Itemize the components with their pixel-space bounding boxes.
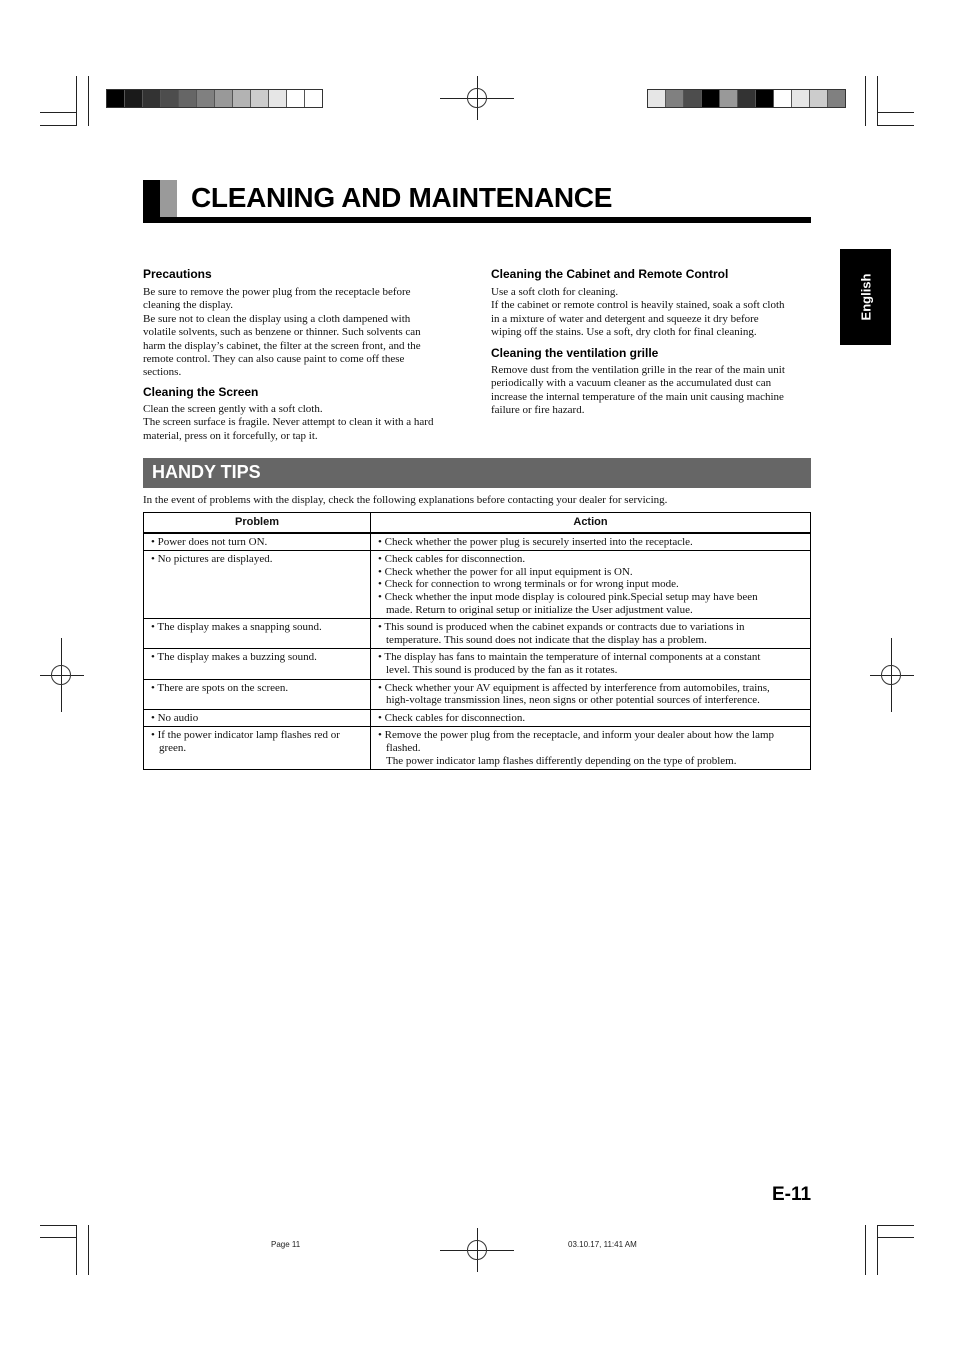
color-swatch (774, 90, 792, 107)
color-swatch (197, 90, 215, 107)
page-title: CLEANING AND MAINTENANCE (191, 182, 613, 213)
color-swatch (107, 90, 125, 107)
language-tab-label: English (858, 273, 873, 321)
color-swatch (143, 90, 161, 107)
action-cell (371, 649, 811, 679)
color-swatch (251, 90, 269, 107)
text-line: sections. (143, 366, 182, 379)
troubleshooting-table (143, 512, 811, 770)
action-text: • Check whether your AV equipment is affected by interference from automobiles, trains, (378, 681, 770, 694)
cleaning-screen-text (143, 403, 473, 443)
text-line: increase the internal temperature of the main unit causing machine (491, 390, 784, 403)
color-swatch (828, 90, 845, 107)
action-text-continued: high-voltage transmission lines, neon signs or other potential sources of interference. (386, 694, 760, 707)
language-tab (840, 249, 891, 345)
color-swatch (305, 90, 322, 107)
problem-cell (144, 551, 371, 619)
action-text: • This sound is produced when the cabinet expands or contracts due to variations in (378, 621, 745, 634)
text-line: cleaning the display. (143, 299, 234, 312)
action-text: • Check cables for disconnection. (378, 711, 526, 724)
problem-text: • Power does not turn ON. (151, 535, 268, 548)
table-row (144, 709, 811, 727)
table-row (144, 533, 811, 551)
text-line: periodically with a vacuum cleaner as the accumulated dust can (491, 377, 772, 390)
text-line: Remove dust from the ventilation grille in the rear of the main unit (491, 364, 785, 376)
color-swatch (269, 90, 287, 107)
problem-text: • The display makes a buzzing sound. (151, 651, 317, 664)
color-bar-left (106, 89, 323, 108)
color-swatch (738, 90, 756, 107)
color-swatch (702, 90, 720, 107)
text-line: wiping off the stains. Use a soft, dry cloth for final cleaning. (491, 326, 757, 339)
title-accent-light (160, 180, 177, 218)
problem-cell (144, 619, 371, 649)
page-number: E-11 (772, 1184, 812, 1205)
table-header-row (144, 513, 811, 533)
problem-text: • If the power indicator lamp flashes red or (151, 729, 340, 742)
color-swatch (287, 90, 305, 107)
problem-cell (144, 709, 371, 727)
precautions-text (143, 286, 473, 380)
action-text-continued: flashed. (386, 741, 421, 754)
color-swatch (125, 90, 143, 107)
color-swatch (666, 90, 684, 107)
color-swatch (810, 90, 828, 107)
color-swatch (756, 90, 774, 107)
action-text: • The display has fans to maintain the temperature of internal components at a constant (378, 651, 761, 664)
page-title-bar (143, 180, 811, 224)
text-line: in a mixture of water and detergent and squeeze it dry before (491, 312, 759, 325)
cleaning-grille-text (491, 364, 821, 418)
text-line: remote control. They can also cause paint to come off these (143, 353, 405, 366)
problem-cell (144, 679, 371, 709)
text-line: Clean the screen gently with a soft cloth. (143, 403, 323, 415)
handy-tips-intro: In the event of problems with the display, check the following explanations before contacting your dealer for servicing. (143, 494, 668, 506)
table-row (144, 619, 811, 649)
color-swatch (684, 90, 702, 107)
color-swatch (720, 90, 738, 107)
color-swatch (233, 90, 251, 107)
cleaning-screen-heading: Cleaning the Screen (143, 385, 259, 399)
table-row (144, 551, 811, 619)
handy-tips-bar (143, 458, 811, 488)
action-text: • Check for connection to wrong terminals or for wrong input mode. (378, 578, 679, 591)
action-text-continued: level. This sound is produced by the fan as it rotates. (386, 663, 618, 676)
column-header-action: Action (371, 513, 811, 533)
action-cell (371, 533, 811, 551)
action-text: • Check whether the power plug is securely inserted into the receptacle. (378, 535, 693, 548)
action-cell (371, 679, 811, 709)
cleaning-grille-heading: Cleaning the ventilation grille (491, 346, 659, 360)
color-swatch (161, 90, 179, 107)
text-line: Use a soft cloth for cleaning. (491, 286, 619, 298)
cleaning-cabinet-heading: Cleaning the Cabinet and Remote Control (491, 267, 729, 281)
action-text: • Check whether the power for all input equipment is ON. (378, 565, 633, 578)
problem-cell (144, 649, 371, 679)
problem-cell (144, 727, 371, 770)
action-cell (371, 551, 811, 619)
handy-tips-heading: HANDY TIPS (152, 462, 261, 482)
problem-text: • No pictures are displayed. (151, 553, 273, 566)
color-swatch (179, 90, 197, 107)
problem-text: • The display makes a snapping sound. (151, 621, 322, 634)
precautions-heading: Precautions (143, 267, 212, 281)
title-accent-dark (143, 180, 160, 218)
text-line: If the cabinet or remote control is heavily stained, soak a soft cloth (491, 299, 785, 312)
table-row (144, 649, 811, 679)
text-line: The screen surface is fragile. Never attempt to clean it with a hard (143, 416, 434, 429)
text-line: harm the display’s cabinet, the filter at the screen front, and the (143, 339, 421, 352)
action-cell (371, 727, 811, 770)
text-line: failure or fire hazard. (491, 404, 585, 417)
text-line: material, press on it forcefully, or tap it. (143, 429, 318, 442)
color-bar-right (647, 89, 846, 108)
problem-text: green. (159, 741, 187, 754)
footer-timestamp: 03.10.17, 11:41 AM (568, 1240, 637, 1249)
table-row (144, 679, 811, 709)
text-line: Be sure to remove the power plug from the receptacle before (143, 286, 411, 298)
action-cell (371, 619, 811, 649)
action-text-continued: made. Return to original setup or initialize the User adjustment value. (386, 603, 693, 616)
color-swatch (792, 90, 810, 107)
action-text: • Check whether the input mode display is coloured pink.Special setup may have been (378, 590, 758, 603)
column-header-problem: Problem (144, 513, 371, 533)
footer-page-label: Page 11 (271, 1240, 301, 1249)
title-rule (143, 217, 811, 223)
color-swatch (215, 90, 233, 107)
color-swatch (648, 90, 666, 107)
problem-cell (144, 533, 371, 551)
action-text-continued: temperature. This sound does not indicate that the display has a problem. (386, 633, 707, 646)
cleaning-cabinet-text (491, 286, 821, 340)
text-line: Be sure not to clean the display using a cloth dampened with (143, 312, 411, 325)
action-text-continued: The power indicator lamp flashes differently depending on the type of problem. (386, 754, 737, 767)
problem-text: • No audio (151, 711, 199, 724)
action-text: • Remove the power plug from the receptacle, and inform your dealer about how the lamp (378, 729, 775, 742)
problem-text: • There are spots on the screen. (151, 681, 289, 694)
text-line: volatile solvents, such as benzene or thinner. Such solvents can (143, 326, 421, 339)
action-cell (371, 709, 811, 727)
action-text: • Check cables for disconnection. (378, 553, 526, 566)
table-row (144, 727, 811, 770)
